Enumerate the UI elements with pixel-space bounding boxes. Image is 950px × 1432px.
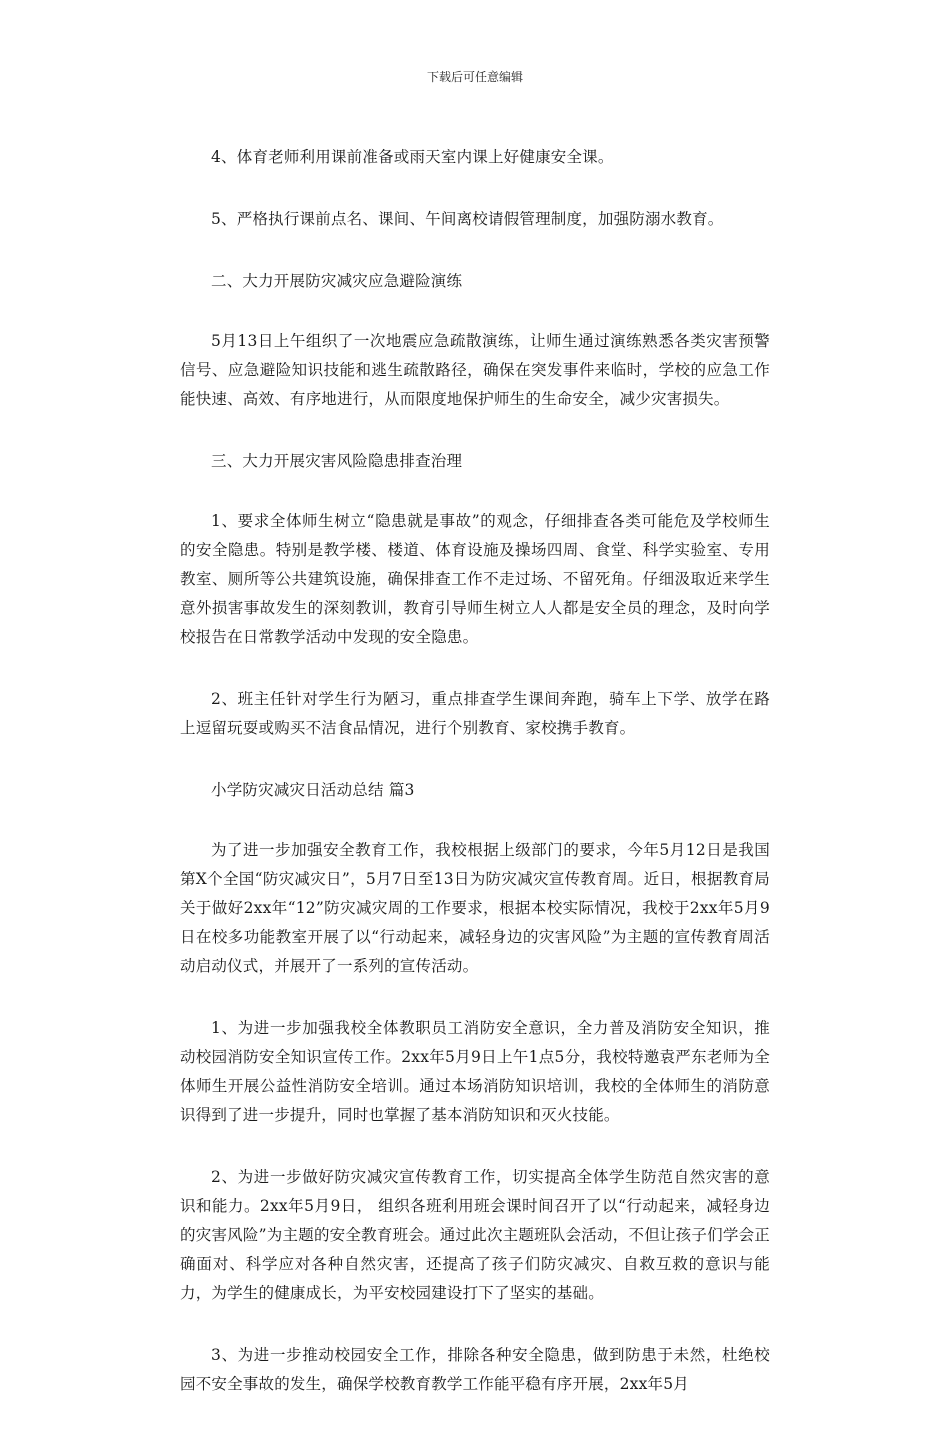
header-note: 下载后可任意编辑 [426, 70, 523, 84]
article-title-part-3: 小学防灾减灾日活动总结 篇3 [211, 781, 415, 799]
paragraph-class-meeting: 2、为进一步做好防灾减灾宣传教育工作，切实提高全体学生防范自然灾害的意识和能力。2xx年5月9日， 组织各班利用班会课时间召开了以“行动起来，减轻身边的灾害风险”为主题的安全教育班会。通过此次主题班队会活动，不但让孩子们学会正确面对、科学应对各种自然灾害，还提高了孩子们防灾减灾、自救互救的意识与能力，为学生的健康成长，为平安校园建设打下了坚实的基础。 [180, 1168, 770, 1302]
paragraph-intro: 为了进一步加强安全教育工作，我校根据上级部门的要求，今年5月12日是我国第X个全国“防灾减灾日”，5月7日至13日为防灾减灾宣传教育周。近日，根据教育局关于做好2xx年“12”防灾减灾周的工作要求，根据本校实际情况，我校于2xx年5月9日在校多功能教室开展了以“行动起来，减轻身边的灾害风险”为主题的宣传教育周活动启动仪式，并展开了一系列的宣传活动。 [180, 841, 770, 975]
section-heading-2: 二、大力开展防灾减灾应急避险演练 [211, 272, 463, 290]
paragraph-item-5: 5、严格执行课前点名、课间、午间离校请假管理制度，加强防溺水教育。 [211, 210, 724, 228]
paragraph-hazard-1: 1、要求全体师生树立“隐患就是事故”的观念，仔细排查各类可能危及学校师生的安全隐患。特别是教学楼、楼道、体育设施及操场四周、食堂、科学实验室、专用教室、厕所等公共建筑设施，确保排查工作不走过场、不留死角。仔细汲取近来学生意外损害事故发生的深刻教训，教育引导师生树立人人都是安全员的理念，及时向学校报告在日常教学活动中发现的安全隐患。 [180, 512, 770, 646]
paragraph-drill: 5月13日上午组织了一次地震应急疏散演练，让师生通过演练熟悉各类灾害预警信号、应急避险知识技能和逃生疏散路径，确保在突发事件来临时，学校的应急工作能快速、高效、有序地进行，从而限度地保护师生的生命安全，减少灾害损失。 [180, 332, 770, 408]
section-heading-3: 三、大力开展灾害风险隐患排查治理 [211, 452, 463, 470]
paragraph-hazard-2: 2、班主任针对学生行为陋习，重点排查学生课间奔跑，骑车上下学、放学在路上逗留玩耍或购买不洁食品情况，进行个别教育、家校携手教育。 [180, 690, 770, 737]
paragraph-item-4: 4、体育老师利用课前准备或雨天室内课上好健康安全课。 [211, 148, 614, 166]
document-body [180, 143, 770, 1432]
paragraph-campus-safety: 3、为进一步推动校园安全工作，排除各种安全隐患，做到防患于未然，杜绝校园不安全事故的发生，确保学校教育教学工作能平稳有序开展，2xx年5月 [180, 1346, 770, 1393]
paragraph-fire-safety: 1、为进一步加强我校全体教职员工消防安全意识，全力普及消防安全知识，推动校园消防安全知识宣传工作。2xx年5月9日上午1点5分，我校特邀袁严东老师为全体师生开展公益性消防安全培训。通过本场消防知识培训，我校的全体师生的消防意识得到了进一步提升，同时也掌握了基本消防知识和灭火技能。 [180, 1019, 770, 1124]
